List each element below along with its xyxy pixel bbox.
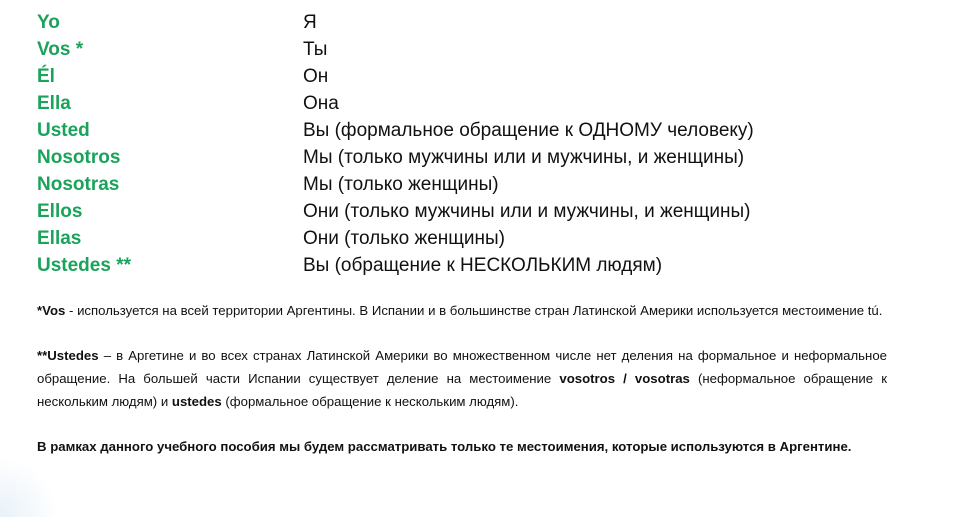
note-vos-term: *Vos xyxy=(37,303,66,318)
note-ustedes-term: **Ustedes xyxy=(37,348,99,363)
pronoun-spanish: Nosotras xyxy=(37,173,120,195)
pronoun-row xyxy=(37,198,897,225)
pronoun-russian: Они (только мужчины или и мужчины, и женщины) xyxy=(303,200,751,222)
pronoun-russian: Ты xyxy=(303,38,328,60)
note-vos-text: - используется на всей территории Аргентины. В Испании и в большинстве стран Латинской Америки используется местоимение tú. xyxy=(65,303,883,318)
pronoun-russian: Я xyxy=(303,11,317,33)
pronoun-russian: Они (только женщины) xyxy=(303,227,505,249)
pronoun-russian: Вы (обращение к НЕСКОЛЬКИМ людям) xyxy=(303,254,663,276)
pronoun-row xyxy=(37,117,897,144)
notes-section xyxy=(37,299,887,480)
pronoun-row xyxy=(37,63,897,90)
pronoun-row xyxy=(37,144,897,171)
pronoun-russian: Вы (формальное обращение к ОДНОМУ человеку) xyxy=(303,119,754,141)
note-vos xyxy=(37,299,887,322)
note-ustedes-term-vosotros: vosotros / vosotras xyxy=(559,371,690,386)
pronoun-spanish: Yo xyxy=(37,11,60,33)
pronoun-russian: Мы (только женщины) xyxy=(303,173,499,195)
pronoun-spanish: Él xyxy=(37,65,55,87)
pronoun-row xyxy=(37,9,897,36)
pronoun-russian: Она xyxy=(303,92,339,114)
note-ustedes xyxy=(37,344,887,413)
pronoun-spanish: Ella xyxy=(37,92,71,114)
note-ustedes-term-ustedes: ustedes xyxy=(171,394,222,409)
pronoun-russian: Мы (только мужчины или и мужчины, и женщины) xyxy=(303,146,745,168)
pronoun-spanish: Nosotros xyxy=(37,146,121,168)
note-ustedes-text-3: (формальное обращение к нескольким людям). xyxy=(221,394,519,409)
pronoun-spanish: Vos * xyxy=(37,38,84,60)
pronoun-table xyxy=(37,9,897,279)
pronoun-spanish: Ellas xyxy=(37,227,82,249)
note-ustedes-text-2: (неформальное обращение к нескольким людям) и xyxy=(37,371,887,409)
note-ustedes-text-1: – в Аргетине и во всех странах Латинской Америки во множественном числе нет деления на формальное и неформальное обращение. На большей части Испании существует деление на местоимение xyxy=(37,348,887,386)
pronoun-spanish: Usted xyxy=(37,119,90,141)
pronoun-row xyxy=(37,36,897,63)
pronoun-spanish: Ellos xyxy=(37,200,83,222)
final-note: В рамках данного учебного пособия мы будем рассматривать только те местоимения, которые используются в Аргентине. xyxy=(37,439,852,454)
pronoun-spanish: Ustedes ** xyxy=(37,254,131,276)
pronoun-row xyxy=(37,90,897,117)
pronoun-row xyxy=(37,252,897,279)
pronoun-row xyxy=(37,171,897,198)
pronoun-russian: Он xyxy=(303,65,329,87)
pronoun-row xyxy=(37,225,897,252)
